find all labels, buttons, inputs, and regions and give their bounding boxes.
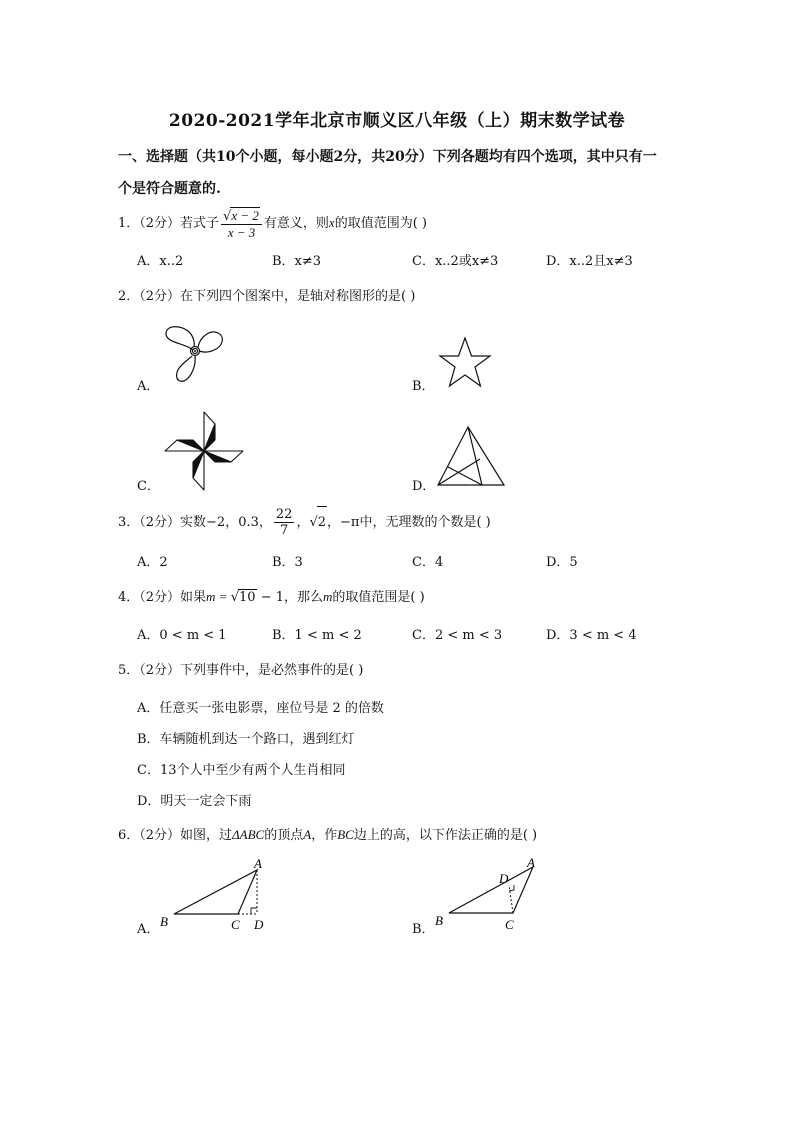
q6-prefix: 6．（2分）如图，过 [118,828,233,843]
star-figure [437,337,493,389]
q5-option-d: D．明天一定会下雨 [137,794,252,809]
fig-a-label-c: C [231,917,240,932]
q3-sqrt-arg: 2 [317,506,327,539]
fig-b-label-a: A [527,855,535,870]
q1-fraction: $\frac{√x - 2}{x - 3}$ [221,207,262,240]
pinwheel-figure [163,410,245,492]
q1-denominator: x − 3 [227,225,256,240]
q3-option-a: A．2 [137,555,168,570]
q4-option-c: C．2 < m < 3 [412,628,503,643]
q6-option-b: B． [412,922,435,937]
q1-option-c: C．x..2或x≠3 [412,254,499,269]
q5-option-a: A．任意买一张电影票，座位号是 2 的倍数 [137,701,384,716]
q4-option-d: D．3 < m < 4 [546,628,637,643]
q6-mid2: ，作 [311,828,338,843]
q1-prefix: 1．（2分）若式子 [118,216,220,231]
q1-suffix-b: 的取值范围为( ) [334,216,427,231]
q2-option-d: D． [412,479,436,494]
q2-option-b: B． [412,379,435,394]
q3-frac-den: 7 [280,523,289,538]
q3-suffix: ，−π中，无理数的个数是( ) [327,515,491,530]
fan-figure [160,325,230,385]
page-title: 2020-2021学年北京市顺义区八年级（上）期末数学试卷 [168,111,626,131]
q3-option-b: B．3 [272,555,303,570]
q3-option-c: C．4 [412,555,444,570]
q5-option-b: B．车辆随机到达一个路口，遇到红灯 [137,732,355,747]
q6-side: BC [337,827,354,842]
question-2: 2．（2分）在下列四个图案中，是轴对称图形的是( ) [118,289,416,304]
q4-option-b: B．1 < m < 2 [272,628,362,643]
nested-triangle-figure [436,425,506,489]
q4-expr-left: m = [206,589,231,604]
question-5: 5．（2分）下列事件中，是必然事件的是( ) [118,663,364,678]
fig-a-label-b: B [160,914,168,929]
q3-fraction [274,507,295,538]
fig-b-label-c: C [505,917,514,932]
q3-frac-num: 22 [275,507,293,522]
section-heading-line2: 个是符合题意的. [118,181,221,197]
fig-b-label-b: B [435,913,443,928]
q6-triangle: ΔABC [232,827,265,842]
triangle-figure-a [158,858,268,933]
q1-suffix-a: 有意义，则 [263,216,329,231]
q1-option-a: A．x..2 [137,254,184,269]
question-6 [118,824,537,843]
question-4: 4．（2分）如果m = √10 − 1，那么m的取值范围是( ) [118,589,425,605]
q6-vertex: A [303,827,312,842]
q4-sqrt-arg: 10 [239,590,256,605]
q6-suffix: 边上的高，以下作法正确的是( ) [353,828,538,843]
q1-option-b: B．x≠3 [272,254,322,269]
triangle-figure-b [433,855,548,933]
fig-a-label-a: A [254,856,262,871]
q3-option-d: D．5 [546,555,578,570]
q6-mid1: 的顶点 [264,828,304,843]
q5-option-c: C．13个人中至少有两个人生肖相同 [137,763,346,778]
q6-option-a: A． [137,922,160,937]
q3-prefix: 3．（2分）实数−2，0.3， [118,515,272,530]
q4-expr-right: − 1，那么 [256,590,323,605]
q4-suffix: 的取值范围是( ) [332,590,425,605]
q4-option-a: A．0 < m < 1 [137,628,227,643]
section-heading-line1: 一、选择题（共10个小题，每小题2分，共20分）下列各题均有四个选项，其中只有一 [118,149,657,165]
q2-option-a: A． [137,379,160,394]
q1-option-d: D．x..2且x≠3 [546,254,633,269]
q1-var: x [328,215,335,230]
q1-numerator: x − 2 [231,208,259,223]
question-1 [118,207,427,240]
question-3: 3．（2分）实数−2，0.3， $\frac{22}{7}$ ，√2，−π中，无理数的个数是( ) [118,507,491,538]
fig-b-label-d: D [499,871,509,886]
q4-prefix: 4．（2分）如果 [118,590,207,605]
q2-option-c: C． [137,479,160,494]
fig-a-label-d: D [254,917,264,932]
q4-var: m [323,589,333,604]
